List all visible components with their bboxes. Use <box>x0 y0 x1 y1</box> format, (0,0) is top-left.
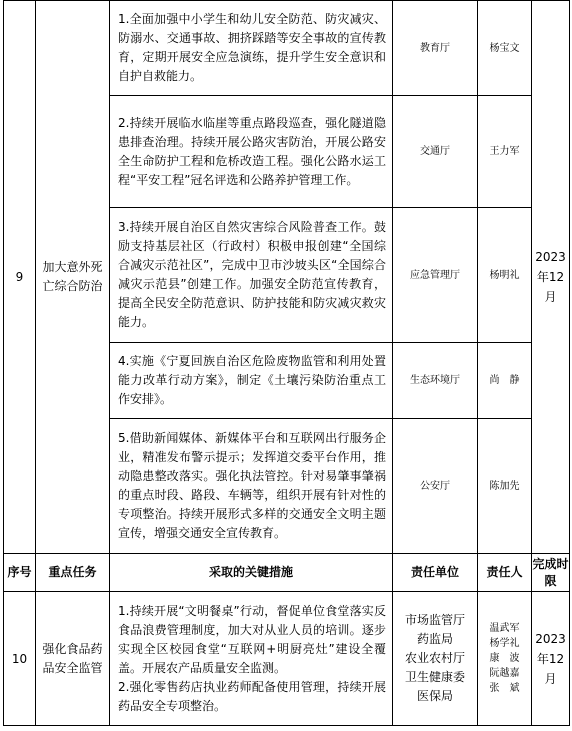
deadline: 2023年12月 <box>532 592 570 726</box>
person-item: 张 斌 <box>489 683 520 694</box>
responsible-person: 杨宝文 <box>478 1 532 96</box>
table-row <box>4 1 570 96</box>
deadline: 2023年12月 <box>532 1 570 554</box>
measure-item: 2.强化零售药店执业药师配备使用管理，持续开展药品安全专项整治。 <box>118 679 386 713</box>
header-unit: 责任单位 <box>393 554 478 592</box>
header-row <box>4 554 570 592</box>
responsible-person: 王力军 <box>478 96 532 208</box>
unit-item: 卫生健康委 <box>404 670 465 684</box>
header-measures: 采取的关键措施 <box>110 554 393 592</box>
unit-item: 农业农村厅 <box>404 651 465 665</box>
header-person: 责任人 <box>478 554 532 592</box>
responsible-unit: 公安厅 <box>393 419 478 554</box>
measure-cell: 2.持续开展临水临崖等重点路段巡查，强化隧道隐患排查治理。持续开展公路灾害防治，开展公路安全生命防护工程和危桥改造工程。强化公路水运工程“平安工程”冠名评选和公路养护管理工作。 <box>110 96 393 208</box>
measure-cell: 4.实施《宁夏回族自治区危险废物监管和利用处置能力改革行动方案》，制定《土壤污染防治重点工作安排》。 <box>110 343 393 419</box>
responsible-unit: 应急管理厅 <box>393 208 478 343</box>
responsible-unit: 教育厅 <box>393 1 478 96</box>
unit-item: 市场监管厅 <box>404 613 465 627</box>
person-item: 温武军 <box>489 623 520 634</box>
measure-cell: 5.借助新闻媒体、新媒体平台和互联网出行服务企业，精准发布警示提示；发挥道交委平台作用，推动隐患整改落实。强化执法管控。针对易肇事肇祸的重点时段、路段、车辆等，组织开展有针对性的专项整治。持续开展形式多样的交通安全文明主题宣传，增强交通安全宣传教育。 <box>110 419 393 554</box>
table-row <box>4 592 570 726</box>
header-number: 序号 <box>4 554 36 592</box>
responsible-person: 尚 静 <box>478 343 532 419</box>
person-item: 康 波 <box>489 653 520 664</box>
measure-cell: 3.持续开展自治区自然灾害综合风险普查工作。鼓励支持基层社区（行政村）积极申报创建“全国综合减灾示范社区”，完成中卫市沙坡头区“全国综合减灾示范县”创建工作。加强安全防范宣传教育，提高全民安全防范意识、防护技能和防灾减灾救灾能力。 <box>110 208 393 343</box>
responsible-unit: 生态环境厅 <box>393 343 478 419</box>
responsible-person: 杨明礼 <box>478 208 532 343</box>
responsible-unit: 交通厅 <box>393 96 478 208</box>
person-item: 阮越嘉 <box>489 668 520 679</box>
row-number: 10 <box>4 592 36 726</box>
row-number: 9 <box>4 1 36 554</box>
unit-item: 药监局 <box>416 632 453 646</box>
header-deadline: 完成时限 <box>532 554 570 592</box>
key-task: 加大意外死亡综合防治 <box>36 1 110 554</box>
measures-table <box>3 0 570 726</box>
responsible-person: 陈加先 <box>478 419 532 554</box>
unit-item: 医保局 <box>416 689 453 703</box>
key-task: 强化食品药品安全监管 <box>36 592 110 726</box>
responsible-units <box>393 592 478 726</box>
measure-cell: 1.全面加强中小学生和幼儿安全防范、防灾减灾、防溺水、交通事故、拥挤踩踏等安全事故的宣传教育，定期开展安全应急演练，提升学生安全意识和自护自救能力。 <box>110 1 393 96</box>
measure-item: 1.持续开展“文明餐桌”行动，督促单位食堂落实反食品浪费管理制度，加大对从业人员的培训。逐步实现全区校园食堂“互联网+明厨亮灶”建设全覆盖。开展农产品质量安全监测。 <box>118 603 386 675</box>
person-item: 杨学礼 <box>489 638 520 649</box>
header-task: 重点任务 <box>36 554 110 592</box>
responsible-persons <box>478 592 532 726</box>
measure-cell <box>110 592 393 726</box>
